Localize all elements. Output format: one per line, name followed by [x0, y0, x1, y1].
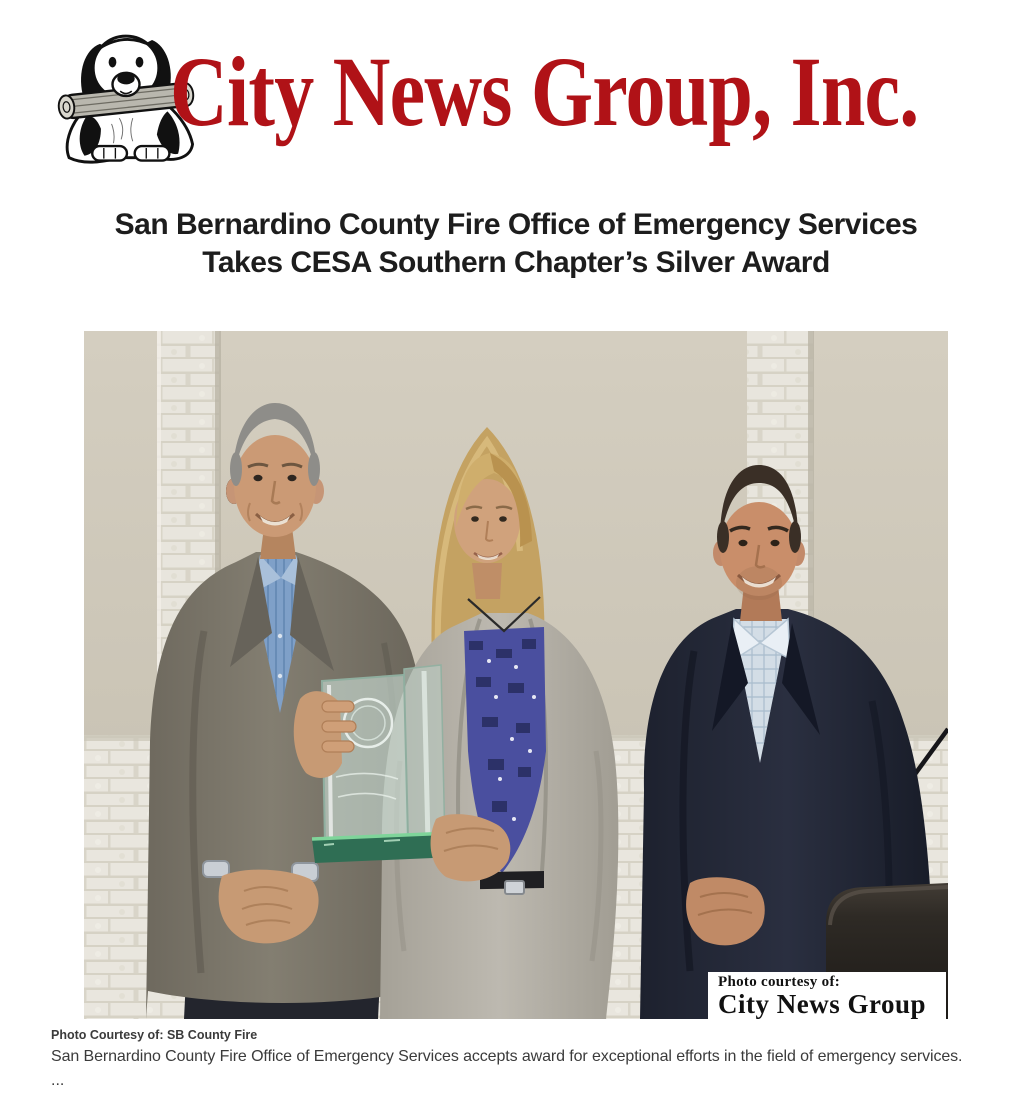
company-wordmark[interactable]: City News Group, Inc.	[170, 36, 919, 147]
article-headline	[0, 206, 1032, 282]
article-body: San Bernardino County Fire Office of Emergency Services accepts award for exceptional efforts in the field of emergency services.	[51, 1048, 963, 1065]
watermark-line-1: Photo courtesy of:	[718, 974, 841, 990]
article-photo	[84, 331, 948, 1019]
photo-scene	[84, 331, 948, 1019]
photo-watermark	[708, 972, 946, 1019]
headline-line-2: Takes CESA Southern Chapter’s Silver Award	[202, 246, 830, 279]
site-header	[0, 0, 1032, 185]
headline-line-1: San Bernardino County Fire Office of Emergency Services	[114, 208, 918, 241]
watermark-line-2: City News Group	[718, 989, 927, 1019]
photo-caption: Photo Courtesy of: SB County Fire	[51, 1028, 258, 1042]
article-body-ellipsis: ...	[51, 1072, 65, 1089]
